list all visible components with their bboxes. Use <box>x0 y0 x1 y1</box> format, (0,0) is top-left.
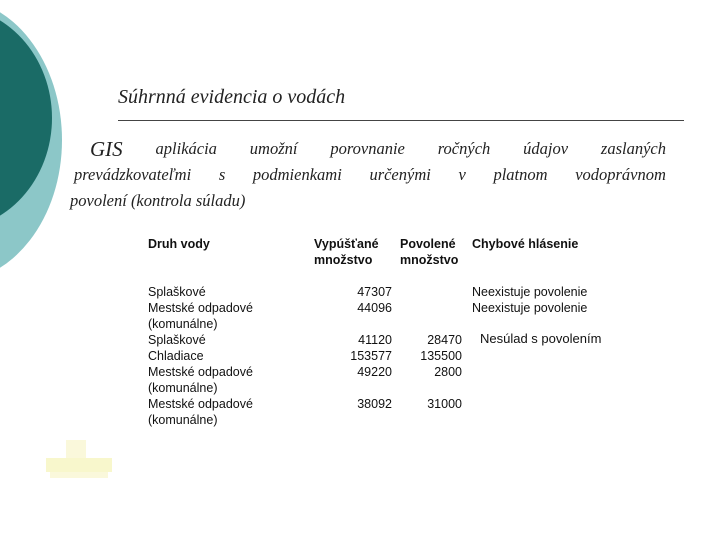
header-vypustane-mnozstvo: Vypúšťané množstvo <box>314 237 379 267</box>
table-cell-druh: Mestské odpadové (komunálne) <box>148 301 253 331</box>
intro-word: vodoprávnom <box>575 165 666 184</box>
table-cell-druh: Splaškové <box>148 333 206 347</box>
header-povolene-mnozstvo: Povolené množstvo <box>400 237 459 267</box>
table-cell-povolene: 31000 <box>427 397 462 411</box>
table-cell-druh: Chladiace <box>148 349 204 363</box>
intro-word: zaslaných <box>600 139 666 158</box>
table-cell-chybove: Neexistuje povolenie <box>472 285 588 299</box>
table-cell-druh: Mestské odpadové (komunálne) <box>148 365 253 395</box>
table-cell-druh: Mestské odpadové (komunálne) <box>148 397 253 427</box>
intro-word: s <box>218 165 226 184</box>
intro-word: umožní <box>249 139 298 158</box>
table-cell-vypustane: 38092 <box>357 397 392 411</box>
faded-logo-icon <box>46 440 112 478</box>
title-underline <box>118 120 684 121</box>
intro-word: podmienkami <box>252 165 342 184</box>
intro-line-2 <box>70 162 666 188</box>
intro-word: ročných <box>437 139 491 158</box>
intro-word: platnom <box>493 165 548 184</box>
intro-word: v <box>458 165 466 184</box>
table-cell-povolene: 28470 <box>427 333 462 347</box>
table-cell-povolene: 2800 <box>434 365 462 379</box>
header-chybove-hlasenie: Chybové hlásenie <box>472 237 579 251</box>
table-cell-vypustane: 44096 <box>357 301 392 315</box>
table-cell-vypustane: 47307 <box>357 285 392 299</box>
table-cell-vypustane: 153577 <box>350 349 392 363</box>
table-cell-chybove: Neexistuje povolenie <box>472 301 588 315</box>
intro-word: údajov <box>523 139 569 158</box>
mismatch-note: Nesúlad s povolením <box>480 331 602 346</box>
table-cell-povolene: 135500 <box>420 349 462 363</box>
intro-word: aplikácia <box>155 139 217 158</box>
table-cell-vypustane: 49220 <box>357 365 392 379</box>
intro-word: určenými <box>369 165 431 184</box>
table-cell-vypustane: 41120 <box>358 333 392 347</box>
intro-gis: GIS <box>90 137 123 161</box>
slide-title: Súhrnná evidencia o vodách <box>118 86 346 108</box>
intro-text <box>70 136 666 214</box>
intro-word: porovnanie <box>330 139 405 158</box>
intro-line-3: povolení (kontrola súladu) <box>70 191 246 210</box>
header-druh-vody: Druh vody <box>148 237 210 251</box>
table-cell-druh: Splaškové <box>148 285 206 299</box>
intro-word: prevádzkovateľmi <box>74 165 192 184</box>
intro-line-1 <box>70 136 666 162</box>
